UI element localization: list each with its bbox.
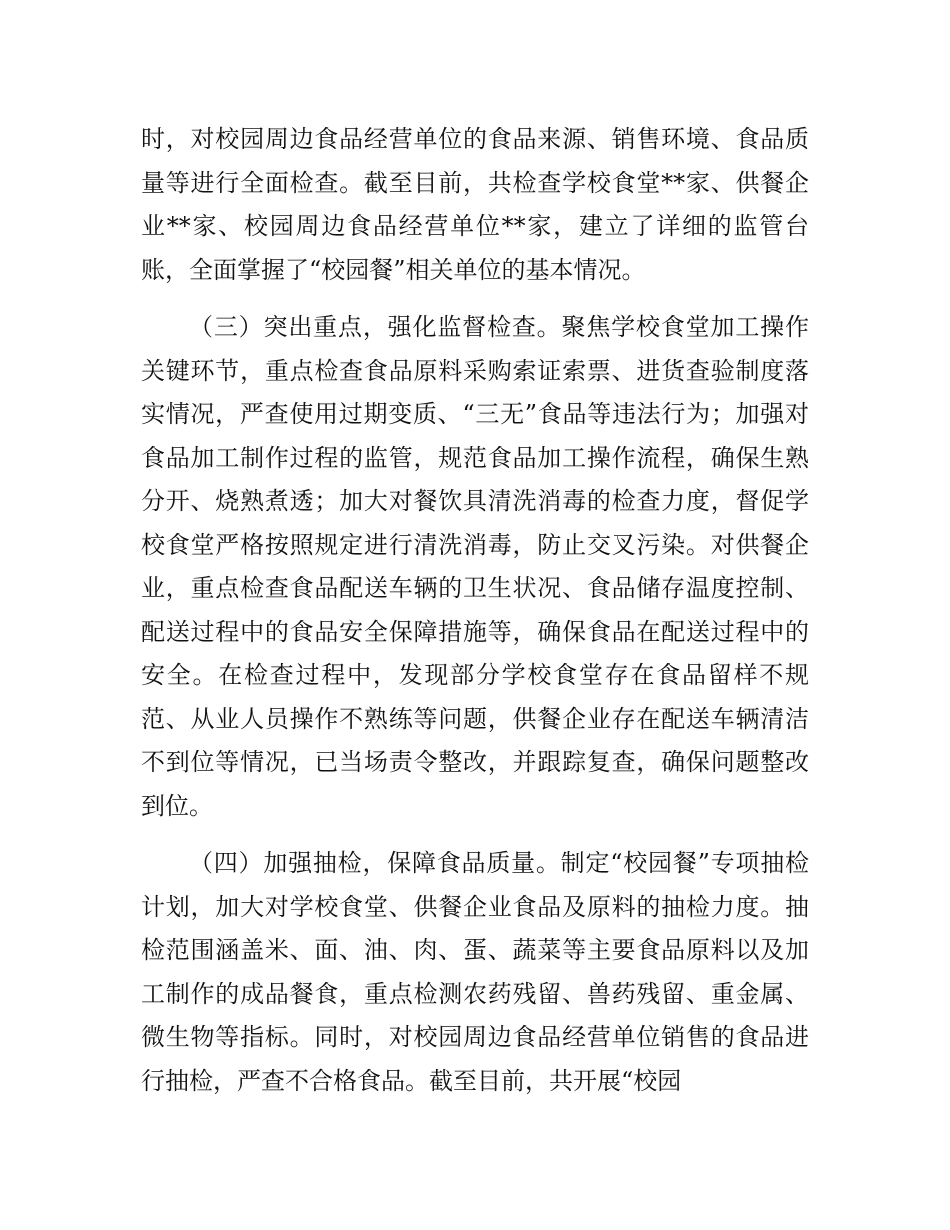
paragraph-section-4: （四）加强抽检，保障食品质量。制定“校园餐”专项抽检计划，加大对学校食堂、供餐企业食品及原料的抽检力度。抽检范围涵盖米、面、油、肉、蛋、蔬菜等主要食品原料以及加工制作的成品餐食，重点检测农药残留、兽药残留、重金属、微生物等指标。同时，对校园周边食品经营单位销售的食品进行抽检，严查不合格食品。截至目前，共开展“校园 bbox=[141, 849, 809, 1095]
document-body bbox=[141, 118, 809, 1103]
paragraph-continued: 时，对校园周边食品经营单位的食品来源、销售环境、食品质量等进行全面检查。截至目前，共检查学校食堂**家、供餐企业**家、校园周边食品经营单位**家，建立了详细的监管台账，全面掌握了“校园餐”相关单位的基本情况。 bbox=[141, 125, 809, 284]
paragraph-section-3: （三）突出重点，强化监督检查。聚焦学校食堂加工操作关键环节，重点检查食品原料采购索证索票、进货查验制度落实情况，严查使用过期变质、“三无”食品等违法行为；加强对食品加工制作过程的监管，规范食品加工操作流程，确保生熟分开、烧熟煮透；加大对餐饮具清洗消毒的检查力度，督促学校食堂严格按照规定进行清洗消毒，防止交叉污染。对供餐企业，重点检查食品配送车辆的卫生状况、食品储存温度控制、配送过程中的食品安全保障措施等，确保食品在配送过程中的安全。在检查过程中，发现部分学校食堂存在食品留样不规范、从业人员操作不熟练等问题，供餐企业存在配送车辆清洁不到位等情况，已当场责令整改，并跟踪复查，确保问题整改到位。 bbox=[141, 313, 809, 820]
